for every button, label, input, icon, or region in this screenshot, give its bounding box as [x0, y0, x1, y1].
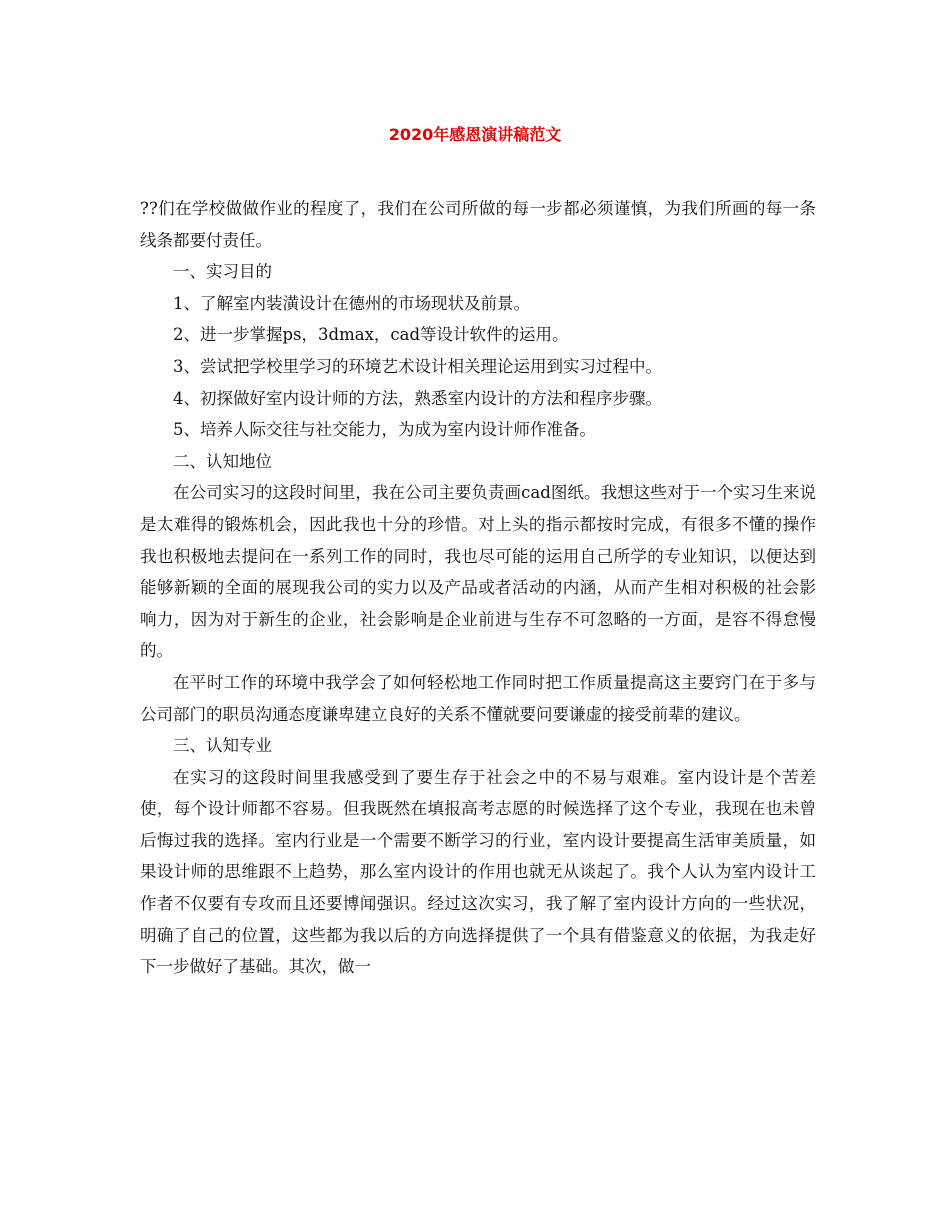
list-item: 4、初探做好室内设计师的方法，熟悉室内设计的方法和程序步骤。	[173, 388, 662, 408]
list-item: 2、进一步掌握ps，3dmax，cad等设计软件的运用。	[173, 325, 569, 345]
document-title: 2020年感恩演讲稿范文	[388, 125, 562, 144]
paragraph: 在实习的这段时间里我感受到了要生存于社会之中的不易与艰难。室内设计是个苦差使，每个设计师都不容易。但我既然在填报高考志愿的时候选择了这个专业，我现在也未曾后悔过我的选择。室内行业是一个需要不断学习的行业，室内设计要提高生活审美质量，如果设计师的思维跟不上趋势，那么室内设计的作用也就无从谈起了。我个人认为室内设计工作者不仅要有专攻而且还要博闻强识。经过这次实习，我了解了室内设计方向的一些状况，明确了自己的位置，这些都为我以后的方向选择提供了一个具有借鉴意义的依据，为我走好下一步做好了基础。其次，做一	[140, 767, 816, 977]
paragraph: 在平时工作的环境中我学会了如何轻松地工作同时把工作质量提高这主要窍门在于多与公司部门的职员沟通态度谦卑建立良好的关系不懂就要问要谦虚的接受前辈的建议。	[140, 672, 816, 724]
section-heading: 一、实习目的	[173, 262, 272, 282]
section-heading: 二、认知地位	[173, 451, 272, 471]
list-item: 1、了解室内装潢设计在德州的市场现状及前景。	[173, 293, 530, 313]
list-item: 5、培养人际交往与社交能力，为成为室内设计师作准备。	[173, 420, 596, 440]
paragraph: 在公司实习的这段时间里，我在公司主要负责画cad图纸。我想这些对于一个实习生来说是太难得的锻炼机会，因此我也十分的珍惜。对上头的指示都按时完成，有很多不懂的操作我也积极地去提问在一系列工作的同时，我也尽可能的运用自己所学的专业知识，以便达到能够新颖的全面的展现我公司的实力以及产品或者活动的内涵，从而产生相对积极的社会影响力，因为对于新生的企业，社会影响是企业前进与生存不可忽略的一方面，是容不得怠慢的。	[140, 483, 816, 661]
section-heading: 三、认知专业	[173, 736, 272, 756]
document-body	[140, 193, 816, 983]
paragraph: ??们在学校做做作业的程度了，我们在公司所做的每一步都必须谨慎，为我们所画的每一条线条都要付责任。	[140, 199, 816, 250]
list-item: 3、尝试把学校里学习的环境艺术设计相关理论运用到实习过程中。	[173, 356, 662, 376]
